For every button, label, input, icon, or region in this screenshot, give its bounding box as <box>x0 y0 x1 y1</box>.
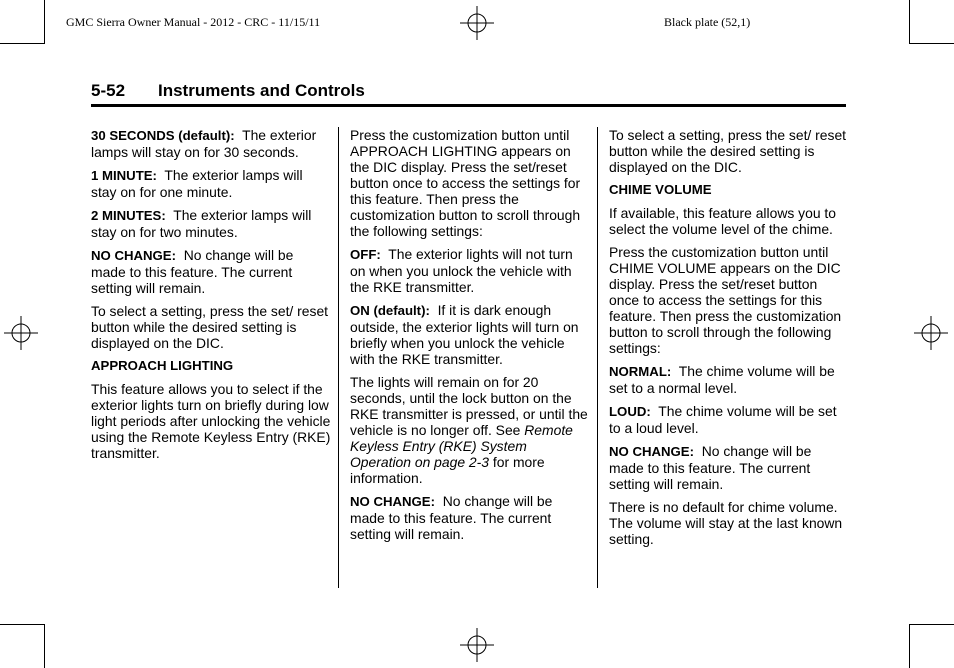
paragraph: NO CHANGE: No change will be made to this feature. The current setting will remain. <box>91 247 294 296</box>
registration-mark-bottom <box>460 628 494 662</box>
paragraph: NORMAL: The chime volume will be set to a normal level. <box>609 363 835 396</box>
column-1 <box>91 127 331 468</box>
page-number: 5-52 <box>91 81 126 100</box>
print-info-left: GMC Sierra Owner Manual - 2012 - CRC - 11/15/11 <box>66 15 321 29</box>
registration-mark-left <box>4 316 38 350</box>
crop-mark <box>909 624 910 668</box>
paragraph: NO CHANGE: No change will be made to this feature. The current setting will remain. <box>350 493 553 542</box>
paragraph: LOUD: The chime volume will be set to a loud level. <box>609 403 837 436</box>
term: 30 SECONDS (default): <box>91 128 235 143</box>
paragraph: Press the customization button until CHIME VOLUME appears on the DIC display. Press the set/reset button once to access the settings for this feature. Then press the customization button to scroll through the following settings: <box>609 244 842 356</box>
crop-mark <box>909 43 954 44</box>
paragraph: There is no default for chime volume. The volume will stay at the last known setting. <box>609 499 843 547</box>
term: 2 MINUTES: <box>91 208 166 223</box>
paragraph: 2 MINUTES: The exterior lamps will stay on for two minutes. <box>91 207 312 240</box>
paragraph: Press the customization button until APPROACH LIGHTING appears on the DIC display. Press the set/reset button once to access the settings for this feature. Then press the customization button to scroll through the following settings: <box>350 127 581 239</box>
crop-mark <box>909 624 954 625</box>
crop-mark <box>44 0 45 44</box>
paragraph: To select a setting, press the set/ reset button while the desired setting is displayed on the DIC. <box>91 303 329 351</box>
term: LOUD: <box>609 404 651 419</box>
paragraph: 1 MINUTE: The exterior lamps will stay on for one minute. <box>91 167 303 200</box>
paragraph: ON (default): If it is dark enough outside, the exterior lights will turn on briefly when you unlock the vehicle with the RKE transmitter. <box>350 302 579 367</box>
paragraph: To select a setting, press the set/ reset button while the desired setting is displayed on the DIC. <box>609 127 847 175</box>
term: ON (default): <box>350 303 430 318</box>
term: NO CHANGE: <box>609 444 694 459</box>
paragraph: NO CHANGE: No change will be made to this feature. The current setting will remain. <box>609 443 812 492</box>
crop-mark <box>0 624 45 625</box>
column-2 <box>350 127 590 549</box>
paragraph: The lights will remain on for 20 seconds, until the lock button on the RKE transmitter is pressed, or until the vehicle is no longer off. See Remote Keyless Entry (RKE) System Operation on page 2-3 for more information. <box>350 374 588 486</box>
page-header <box>91 80 846 107</box>
term: NO CHANGE: <box>91 248 176 263</box>
column-divider <box>338 127 339 588</box>
crop-mark <box>44 624 45 668</box>
crop-mark <box>909 0 910 44</box>
paragraph: If available, this feature allows you to select the volume level of the chime. <box>609 205 837 237</box>
term: NO CHANGE: <box>350 494 435 509</box>
term: OFF: <box>350 247 381 262</box>
registration-mark-right <box>914 316 948 350</box>
crop-mark <box>0 43 45 44</box>
cross-reference: Remote Keyless Entry (RKE) System Operation on page 2-3 <box>350 422 573 470</box>
print-info-right: Black plate (52,1) <box>664 15 751 29</box>
term: 1 MINUTE: <box>91 168 157 183</box>
paragraph: OFF: The exterior lights will not turn on when you unlock the vehicle with the RKE transmitter. <box>350 246 573 295</box>
paragraph: This feature allows you to select if the exterior lights turn on briefly during low light periods after unlocking the vehicle using the Remote Keyless Entry (RKE) transmitter. <box>91 381 331 461</box>
column-divider <box>597 127 598 588</box>
term: NORMAL: <box>609 364 672 379</box>
paragraph: 30 SECONDS (default): The exterior lamps will stay on for 30 seconds. <box>91 127 317 160</box>
subheading-chime-volume: CHIME VOLUME <box>609 182 712 197</box>
registration-mark-top <box>460 6 494 40</box>
subheading-approach-lighting: APPROACH LIGHTING <box>91 358 234 373</box>
column-3 <box>609 127 849 554</box>
section-title: Instruments and Controls <box>158 81 365 100</box>
